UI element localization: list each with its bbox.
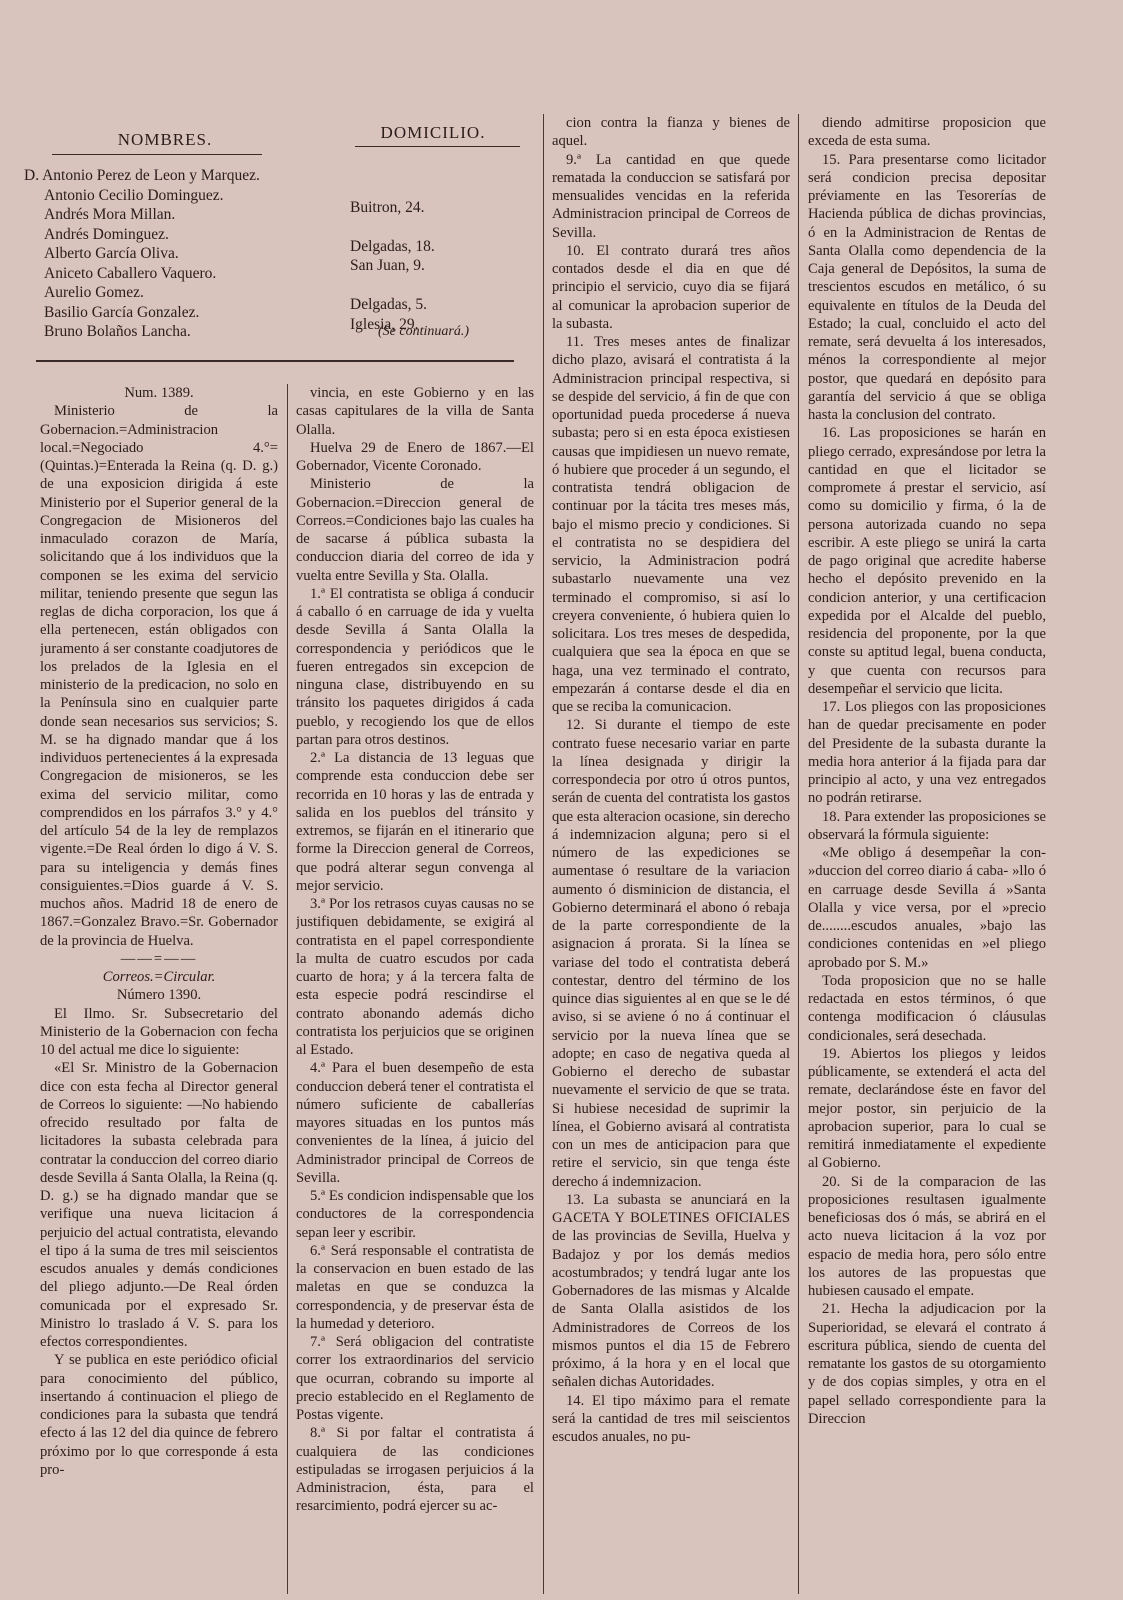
section-divider: [36, 360, 514, 362]
person-name: Bruno Bolaños Lancha.: [44, 323, 191, 340]
person-address: Buitron, 24.: [350, 198, 425, 216]
address-list: [350, 178, 500, 334]
paragraph: 6.ª Será responsable el contratista de la conservacion en buen estado de las maletas en que se conduzca la correspondencia, y de preservar ésta de la humedad y deterioro.: [296, 1242, 534, 1332]
paragraph: 5.ª Es condicion indispensable que los conductores de la correspondencia sepan leer y escribir.: [296, 1188, 534, 1241]
names-list: [24, 166, 324, 342]
person-address: Iglesia, 29.: [350, 315, 419, 333]
person-name: Antonio Cecilio Dominguez.: [44, 186, 224, 204]
paragraph: Toda proposicion que no se halle redactada en estos términos, ó que contenga modificacion ó cláusulas condicionales, será desechada.: [808, 972, 1046, 1044]
paragraph: El Ilmo. Sr. Subsecretario del Ministerio de la Gobernacion con fecha 10 del actual me dice lo siguiente:: [40, 1005, 278, 1058]
paragraph: 15. Para presentarse como licitador será condicion precisa depositar préviamente en las Tesorerías de Hacienda pública de dichas provincias, ó en la Administracion de Rentas de Santa Olalla como dependencia de la Caja general de Depósitos, la suma de trescientos escudos en metálico, ó su equivalente en títulos de la Deuda del Estado; la cual, concluido el acto del remate, será devuelta á los interesados, ménos la correspondiente al mejor postor, que quedará en depósito para garantía del servicio á que se obliga hasta la conclusion del contrato.: [808, 151, 1046, 423]
address-header-rule: [355, 146, 520, 147]
paragraph: 1.ª El contratista se obliga á conducir á caballo ó en carruage de ida y vuelta desde Sevilla á Santa Olalla la correspondencia y periódicos que le fueren entregados sin excepcion de ninguna clase, distribuyendo en su tránsito los paquetes dirigidos á cada pueblo, y recogiendo los que de ellos partan para otros destinos.: [296, 585, 534, 748]
paragraph: 18. Para extender las proposiciones se observará la fórmula siguiente:: [808, 808, 1046, 843]
paragraph: vincia, en este Gobierno y en las casas capitulares de la villa de Santa Olalla.: [296, 385, 534, 438]
column-rule-3: [798, 114, 799, 1594]
paragraph: 7.ª Será obligacion del contratiste correr los extraordinarios del servicio que ocurran, cobrando su importe al precio establecido en el Reglamento de Postas vigente.: [296, 1334, 534, 1423]
paragraph: «El Sr. Ministro de la Gobernacion dice con esta fecha al Director general de Correos lo siguiente: —No habiendo ofrecido resultado por falta de licitadores la subasta celebrada para contratar la conduccion del correo diario desde Sevilla á Santa Olalla, la Reina (q. D. g.) se ha dignado mandar que se verifique una nueva licitacion á perjuicio del actual contratista, elevando el tipo á la suma de tres mil seiscientos escudos anuales y demás condiciones del pliego adjunto.—De Real órden comunicada por el expresado Sr. Ministro lo traslado á V. S. para los efectos correspondientes.: [40, 1060, 278, 1350]
paragraph: Y se publica en este periódico oficial para conocimiento del público, insertando á continuacion el pliego de condiciones para la subasta que tendrá efecto á las 12 del dia quince de febrero próximo por lo que corresponde á esta pro-: [40, 1352, 278, 1478]
paragraph: 17. Los pliegos con las proposiciones han de quedar precisamente en poder del Presidente de la subasta durante la media hora anterior á la fijada para dar principio al acto, y una vez entregados no podrán retirarse.: [808, 699, 1046, 807]
person-address: [350, 217, 500, 237]
paragraph: Correos.=Circular.: [102, 969, 216, 985]
person-name: Andrés Dominguez.: [44, 225, 169, 243]
paragraph: 19. Abiertos los pliegos y leidos públicamente, se extenderá el acta del remate, declarándose éste en favor del mejor postor, sin perjuicio de la aprobacion superior, para lo cual se remitirá inmediatamente el expediente al Gobierno.: [808, 1045, 1046, 1172]
person-name: D. Antonio Perez de Leon y Marquez.: [24, 167, 260, 184]
names-header-rule: [52, 154, 262, 155]
paragraph: ——=——: [120, 950, 198, 967]
person-name: Aniceto Caballero Vaquero.: [44, 264, 217, 282]
paragraph: 2.ª La distancia de 13 leguas que comprende esta conduccion debe ser recorrida en 10 horas y las de entrada y salida en los pueblos del tránsito y extremos, se fijarán en el itinerario que forme la Direccion general de Correos, que podrá alterar segun convenga al mejor servicio.: [296, 750, 534, 894]
text-column-4: [808, 114, 1046, 1594]
paragraph: 21. Hecha la adjudicacion por la Superioridad, se elevará el contrato á escritura pública, siendo de cuenta del rematante los gastos de su otorgamiento y de dos copias simples, y otra en el papel sellado correspondiente para la Direccion: [808, 1301, 1046, 1427]
paragraph: 10. El contrato durará tres años contados desde el dia en que dé principio el servicio, cuyo dia se fijará al comunicar la aprobacion superior de la subasta.: [552, 242, 790, 332]
paragraph: Ministerio de la Gobernacion.=Administracion local.=Negociado 4.°=(Quintas.)=Enterada la Reina (q. D. g.) de una exposicion dirigida á este Ministerio por el Superior general de la Congregacion de Misioneros del inmaculado corazon de María, solicitando que á los individuos que la componen se les exima del servicio militar, teniendo presente que segun las reglas de dicha corporacion, los que á ella pertenecen, están obligados con juramento á ser constante coadjutores de los prelados de la Iglesia en el ministerio de la predicacion, no solo en la Península sino en cualquier parte donde sean necesarios sus servicios; S. M. se ha dignado mandar que á los individuos pertenecientes á la expresada Congregacion de misioneros, se les exima del servicio militar, como comprendidos en los párrafos 3.° y 4.° del artículo 54 de la ley de remplazos vigente.=De Real órden lo digo á V. S. para su inteligencia y demás fines consiguientes.=Dios guarde á V. S. muchos años. Madrid 18 de enero de 1867.=Gonzalez Bravo.=Sr. Gobernador de la provincia de Huelva.: [40, 403, 278, 949]
text-column-1: [40, 384, 278, 1594]
person-name: Andrés Mora Millan.: [44, 206, 176, 223]
paragraph: «Me obligo á desempeñar la con- »duccion del correo diario á caba- »llo ó en carruage desde Sevilla á »Santa Olalla y vice versa, por el »precio de........escudos anuales, »bajo las condiciones contenidas en »el pliego aprobado por S. M.»: [808, 845, 1046, 971]
paragraph: 20. Si de la comparacion de las proposiciones resultasen igualmente beneficiosas dos ó más, se abrirá en el acto nueva licitacion á la voz por espacio de media hora, pero sólo entre los autores de las propuestas que hubiesen causado el empate.: [808, 1173, 1046, 1299]
paragraph: 3.ª Por los retrasos cuyas causas no se justifiquen debidamente, se exigirá al contratista en el papel correspondiente la multa de cuatro escudos por cada cuarto de hora; y á la tercera falta de esta especie podrá rescindirse el contrato abonando además dicho contratista los perjuicios que se originen al Estado.: [296, 896, 534, 1058]
text-column-2: [296, 384, 534, 1594]
paragraph: Ministerio de la Gobernacion.=Direccion general de Correos.=Condiciones bajo las cuales ha de sacarse á pública subasta la conduccion diaria del correo de ida y vuelta entre Sevilla y Sta. Olalla.: [296, 476, 534, 584]
paragraph: 4.ª Para el buen desempeño de esta conduccion deberá tener el contratista el número suficiente de caballerías mayores situadas en los puntos más convenientes de la línea, á juicio del Administrador principal de Correos de Sevilla.: [296, 1060, 534, 1186]
person-address: [350, 276, 500, 296]
paragraph: 13. La subasta se anunciará en la GACETA Y BOLETINES OFICIALES de las provincias de Sevilla, Huelva y Badajoz y por los demás medios acostumbrados; y tendrá lugar ante los Gobernadores de las mismas y Alcalde de Santa Olalla asistidos de los Administradores de Correos de los mismos puntos el dia 15 de Febrero próximo, á la hora y en el local que señalen dichas Autoridades.: [552, 1191, 790, 1391]
paragraph: diendo admitirse proposicion que exceda de esta suma.: [808, 115, 1046, 150]
column-rule-1: [287, 384, 288, 1594]
continuation-note: (Se continuará.): [378, 324, 469, 339]
names-column-header: NOMBRES.: [117, 130, 213, 149]
address-column-header: DOMICILIO.: [380, 123, 486, 142]
text-column-3: [552, 114, 790, 1594]
paragraph: 8.ª Si por faltar el contratista á cualquiera de las condiciones estipuladas se irrogasen perjuicios á la Administracion, ésta, para el resarcimiento, podrá ejercer su ac-: [296, 1425, 534, 1515]
person-address: San Juan, 9.: [350, 257, 425, 274]
person-address: Delgadas, 18.: [350, 237, 435, 255]
paragraph: Número 1390.: [116, 987, 202, 1004]
paragraph: 14. El tipo máximo para el remate será la cantidad de tres mil seiscientos escudos anuales, no pu-: [552, 1392, 790, 1445]
paragraph: Huelva 29 de Enero de 1867.—El Gobernador, Vicente Coronado.: [296, 439, 534, 474]
paragraph: 11. Tres meses antes de finalizar dicho plazo, avisará el contratista á la Administracion principal respectiva, si se despide del servicio, á fin de que con oportunidad pueda procederse á nueva subasta; pero si en esta época existiesen causas que impidiesen un nuevo remate, ó hubiere que proceder á un segundo, el contratista tendrá obligacion de continuar por la tácita tres meses más, bajo el mismo precio y condiciones. Si el contratista no se despidiera del servicio, la Administracion podrá subastarlo nuevamente una vez terminado el compromiso, si así lo creyera conveniente, ó hubiera quien lo solicitara. Los tres meses de despedida, cualquiera que sea la época en que se haga, una vez terminado el contrato, empezarán á contarse desde el dia en que se reciba la comunicacion.: [552, 334, 790, 715]
person-name: Basilio García Gonzalez.: [44, 303, 200, 321]
paragraph: cion contra la fianza y bienes de aquel.: [552, 115, 790, 150]
column-rule-2: [543, 114, 544, 1594]
paragraph: 16. Las proposiciones se harán en pliego cerrado, expresándose por letra la cantidad en que el licitador se compromete á prestar el servicio, así como su domicilio y firma, ó la de persona autorizada cuando no sepa escribir. A este pliego se unirá la carta de pago original que acredite haberse hecho el depósito prevenido en la condicion anterior, y una certificacion expedida por el Alcalde del pueblo, residencia del proponente, por la que conste su aptitud legal, buena conducta, y que cuenta con recursos para desempeñar el servicio que licita.: [808, 425, 1046, 697]
person-address: [350, 178, 500, 198]
paragraph: 12. Si durante el tiempo de este contrato fuese necesario variar en parte la línea designada y dirigir la correspondecia por otro ú otros puntos, serán de cuenta del contratista los gastos que esta alteracion ocasione, sin derecho á indemnizacion alguna; pero si el número de las expediciones se aumentase ó resultare de la variacion aumento ó disminicion de distancia, el Gobierno determinará el abono ó rebaja de la parte correspondiente de la asignacion á prorata. Si la línea se variase del todo el contratista deberá contestar, dentro del término de los quince dias siguientes al en que se le dé aviso, si se aviene ó no á continuar el servicio por la nueva línea que se adopte; en caso de negativa queda al Gobierno el derecho de subastar nuevamente el servicio de que se trata. Si hubiese necesidad de suprimir la línea, el Gobierno avisará al contratista con un mes de anticipacion para que retire el servicio, sin que tenga éste derecho á indemnizacion.: [552, 717, 790, 1190]
person-name: Alberto García Oliva.: [44, 245, 179, 262]
paragraph: 9.ª La cantidad en que quede rematada la conduccion se satisfará por mensualides vencidas en la referida Administracion principal de Correos de Sevilla.: [552, 151, 790, 241]
person-name: Aurelio Gomez.: [44, 284, 144, 301]
paragraph: Num. 1389.: [124, 385, 194, 401]
person-address: Delgadas, 5.: [350, 296, 428, 313]
